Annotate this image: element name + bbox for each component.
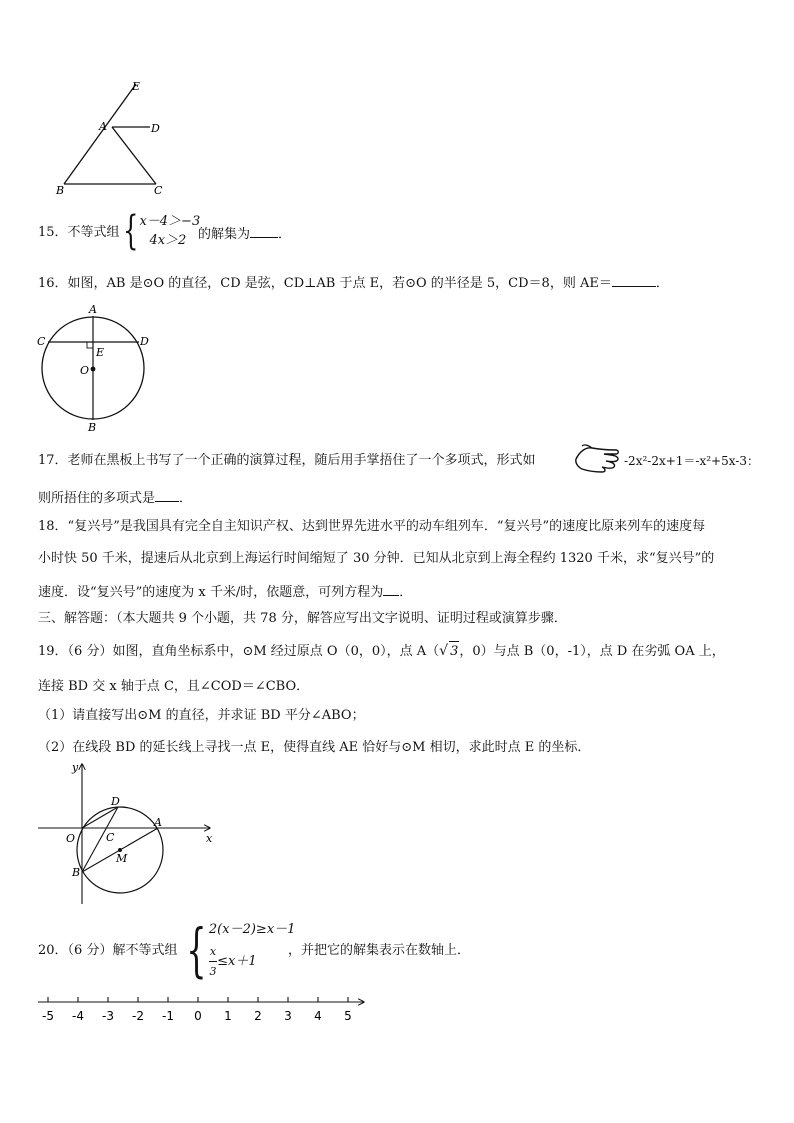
q20-frac-den: 3	[209, 965, 217, 978]
q19-sqrt-value: 3	[449, 641, 459, 662]
q16-text: 16．如图，AB 是⊙O 的直径，CD 是弦，CD⊥AB 于点 E，若⊙O 的半径是 5，CD＝8，则 AE＝	[38, 276, 612, 291]
q19-line1-row: 19．（6 分）如图，直角坐标系中，⊙M 经过原点 O（0，0），点 A（√ 3，0）与点 B（0，-1），点 D 在劣弧 OA 上，	[38, 641, 725, 662]
q16-answer-blank	[612, 272, 656, 287]
q15-suffix: 的解集为	[198, 227, 251, 242]
number-line-tick-label: -5	[42, 1009, 54, 1023]
number-line-tick-label: -4	[72, 1009, 84, 1023]
q17-line2: 则所捂住的多项式是	[38, 491, 156, 506]
q15-ineq1: x－4＞−3	[139, 214, 201, 229]
q15-answer-blank	[250, 223, 278, 238]
fig14-label-d: D	[151, 122, 160, 135]
q20-frac-num: x	[209, 942, 217, 962]
q19-label-y: y	[72, 761, 79, 774]
q15-system	[118, 208, 201, 254]
q19-label-b: B	[72, 866, 81, 879]
q19-label-o: O	[66, 832, 76, 845]
fig14-label-b: B	[56, 184, 65, 197]
q15-end: ．	[278, 227, 292, 242]
q17-answer-blank	[155, 487, 179, 502]
q19-line1a: 19．（6 分）如图，直角坐标系中，⊙M 经过原点 O（0，0），点 A（	[38, 644, 440, 659]
q16-label-b: B	[88, 421, 97, 434]
q19-part2: （2）在线段 BD 的延长线上寻找一点 E，使得直线 AE 恰好与⊙M 相切，求此时点 E 的坐标．	[38, 740, 591, 755]
q20-prefix: 20．（6 分）解不等式组	[38, 943, 178, 958]
q19-label-c: C	[106, 831, 115, 844]
q18-end: ．	[399, 585, 413, 600]
q18-line3-row	[38, 581, 412, 603]
number-line-tick-label: 0	[194, 1009, 202, 1023]
q19-label-a: A	[154, 816, 162, 829]
q15-suffix-line	[198, 223, 291, 245]
number-line-tick-label: 1	[224, 1009, 232, 1023]
hand-icon	[572, 441, 622, 475]
q15-ineq2: 4x＞2	[149, 233, 187, 248]
q20-suffix: ，并把它的解集表示在数轴上．	[288, 943, 471, 958]
q16-end: ．	[655, 276, 669, 291]
q17-end: ．	[179, 491, 193, 506]
q20-brace: {	[186, 915, 207, 984]
q16-label-d: D	[140, 335, 149, 348]
q16-text-line	[38, 272, 669, 294]
number-line-tick-label: -2	[132, 1009, 144, 1023]
q19-label-d: D	[111, 795, 120, 808]
q17-line2-row	[38, 487, 192, 509]
q19-label-x: x	[206, 832, 213, 845]
q15-brace: {	[123, 208, 139, 254]
q20-ineq1: 2(x－2)≥x－1	[208, 922, 296, 937]
number-line-tick-label: 5	[344, 1009, 352, 1023]
q20-fraction	[209, 942, 217, 981]
q18-answer-blank	[383, 581, 399, 596]
q16-label-a: A	[89, 303, 97, 316]
number-line-tick-label: 2	[254, 1009, 262, 1023]
q19-coordinate-diagram	[34, 758, 224, 908]
q16-label-c: C	[37, 335, 46, 348]
q15-number: 15．不等式组	[38, 225, 120, 240]
number-line-tick-label: -1	[162, 1009, 174, 1023]
q19-line2: 连接 BD 交 x 轴于点 C，且∠COD＝∠CBO．	[38, 679, 310, 694]
number-line	[36, 994, 372, 1026]
q18-line1: 18．“复兴号”是我国具有完全自主知识产权、达到世界先进水平的动车组列车．“复兴号”的速度比原来列车的速度每	[38, 519, 706, 534]
q18-line2: 小时快 50 千米，提速后从北京到上海运行时间缩短了 30 分钟．已知从北京到上海全程约 1320 千米，求“复兴号”的	[38, 551, 715, 566]
q19-label-m: M	[116, 852, 128, 865]
q17-line1: 17．老师在黑板上书写了一个正确的演算过程，随后用手掌捂住了一个多项式，形式如	[38, 453, 536, 468]
q20-ineq2	[209, 942, 296, 981]
q19-line1b: ，0）与点 B（0，-1），点 D 在劣弧 OA 上，	[459, 644, 725, 659]
number-line-tick-label: 3	[284, 1009, 292, 1023]
q16-label-o: O	[80, 364, 90, 377]
q19-part1: （1）请直接写出⊙M 的直径，并求证 BD 平分∠ABO；	[38, 708, 365, 723]
fig14-label-e: E	[132, 80, 141, 93]
fig14-label-a: A	[99, 120, 107, 133]
fig14-triangle-diagram	[48, 78, 178, 200]
fig14-label-c: C	[154, 184, 163, 197]
q17-formula: -2x²-2x+1＝-x²+5x-3：	[624, 454, 759, 468]
q16-label-e: E	[96, 346, 105, 359]
q18-line3: 速度．设“复兴号”的速度为 x 千米/时，依题意，可列方程为	[38, 585, 384, 600]
q16-circle-diagram	[32, 302, 162, 434]
section3-heading: 三、解答题：（本大题共 9 个小题，共 78 分，解答应写出文字说明、证明过程或演算步骤．	[38, 611, 567, 626]
number-line-tick-label: -3	[102, 1009, 114, 1023]
q20-ineq2-rest: ≤x＋1	[217, 954, 257, 969]
q20-system	[178, 915, 296, 984]
number-line-tick-label: 4	[314, 1009, 322, 1023]
